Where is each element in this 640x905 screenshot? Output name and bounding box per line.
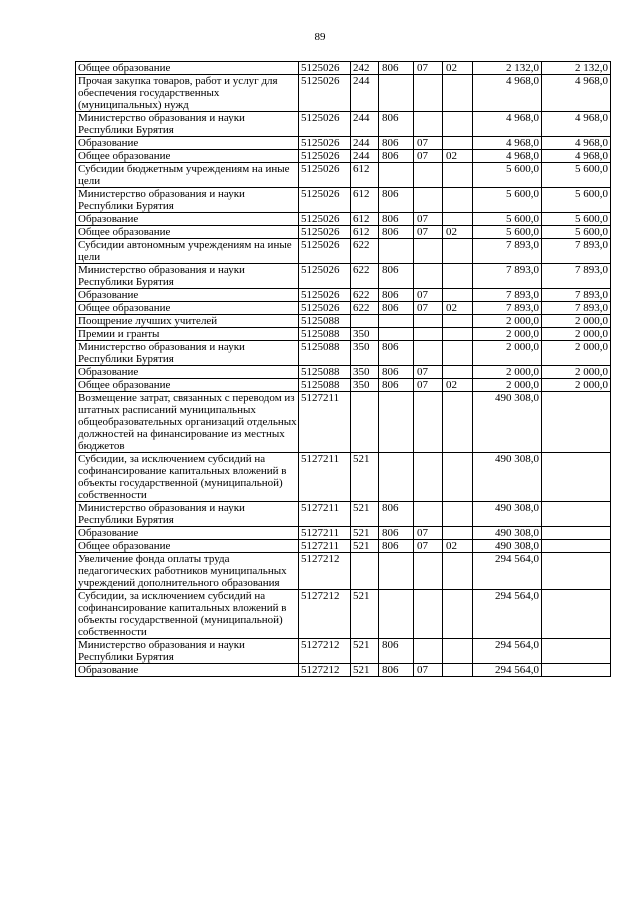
row-grbs [379, 239, 414, 264]
row-pr [443, 453, 473, 502]
row-name: Субсидии автономным учреждениям на иные цели [76, 239, 299, 264]
table-row [76, 366, 611, 379]
row-amount-2: 2 000,0 [542, 379, 611, 392]
row-rz [414, 239, 443, 264]
row-name: Образование [76, 664, 299, 677]
row-pr [443, 527, 473, 540]
row-amount-1: 2 000,0 [473, 315, 542, 328]
row-csr: 5125026 [299, 75, 351, 112]
table-row [76, 341, 611, 366]
row-pr [443, 289, 473, 302]
row-name: Образование [76, 213, 299, 226]
row-csr: 5125026 [299, 302, 351, 315]
row-amount-1: 4 968,0 [473, 137, 542, 150]
row-name: Субсидии бюджетным учреждениям на иные цели [76, 163, 299, 188]
row-vr: 612 [351, 188, 379, 213]
row-vr: 521 [351, 527, 379, 540]
row-pr [443, 112, 473, 137]
row-pr [443, 664, 473, 677]
row-amount-1: 490 308,0 [473, 453, 542, 502]
row-amount-1: 294 564,0 [473, 664, 542, 677]
table-row [76, 315, 611, 328]
row-name: Общее образование [76, 302, 299, 315]
row-vr: 612 [351, 226, 379, 239]
table-row [76, 264, 611, 289]
row-csr: 5125026 [299, 150, 351, 163]
row-name: Министерство образования и науки Республики Бурятия [76, 502, 299, 527]
row-vr: 244 [351, 137, 379, 150]
row-rz: 07 [414, 366, 443, 379]
row-rz: 07 [414, 213, 443, 226]
row-amount-1: 7 893,0 [473, 264, 542, 289]
row-amount-2: 2 000,0 [542, 341, 611, 366]
row-amount-2: 7 893,0 [542, 289, 611, 302]
row-grbs: 806 [379, 302, 414, 315]
row-rz: 07 [414, 302, 443, 315]
table-row [76, 112, 611, 137]
table-row [76, 664, 611, 677]
table-row [76, 502, 611, 527]
row-name: Премии и гранты [76, 328, 299, 341]
row-csr: 5125026 [299, 62, 351, 75]
row-pr [443, 590, 473, 639]
row-csr: 5125026 [299, 289, 351, 302]
row-grbs: 806 [379, 289, 414, 302]
row-vr: 350 [351, 341, 379, 366]
row-rz [414, 112, 443, 137]
row-amount-2: 5 600,0 [542, 226, 611, 239]
row-amount-1: 490 308,0 [473, 502, 542, 527]
row-rz [414, 328, 443, 341]
row-name: Увеличение фонда оплаты труда педагогических работников муниципальных учреждений дополнительного образования [76, 553, 299, 590]
row-csr: 5125026 [299, 213, 351, 226]
row-amount-2 [542, 540, 611, 553]
row-amount-2: 2 132,0 [542, 62, 611, 75]
row-name: Образование [76, 366, 299, 379]
row-amount-1: 7 893,0 [473, 302, 542, 315]
row-name: Прочая закупка товаров, работ и услуг для обеспечения государственных (муниципальных) нужд [76, 75, 299, 112]
row-csr: 5125026 [299, 163, 351, 188]
row-amount-2: 4 968,0 [542, 137, 611, 150]
table-row [76, 163, 611, 188]
row-pr [443, 213, 473, 226]
row-amount-1: 294 564,0 [473, 639, 542, 664]
row-vr: 612 [351, 163, 379, 188]
row-csr: 5125026 [299, 239, 351, 264]
row-pr [443, 163, 473, 188]
row-amount-1: 2 000,0 [473, 366, 542, 379]
row-name: Образование [76, 137, 299, 150]
row-amount-2 [542, 553, 611, 590]
table-row [76, 553, 611, 590]
row-rz: 07 [414, 150, 443, 163]
row-grbs [379, 453, 414, 502]
row-rz: 07 [414, 379, 443, 392]
row-rz [414, 264, 443, 289]
row-csr: 5127212 [299, 639, 351, 664]
row-rz: 07 [414, 540, 443, 553]
row-rz [414, 163, 443, 188]
row-vr: 622 [351, 289, 379, 302]
table-row [76, 62, 611, 75]
row-name: Субсидии, за исключением субсидий на софинансирование капитальных вложений в объекты государственной (муниципальной) собственности [76, 453, 299, 502]
table-row [76, 392, 611, 453]
row-vr: 521 [351, 639, 379, 664]
row-grbs: 806 [379, 226, 414, 239]
row-amount-1: 5 600,0 [473, 163, 542, 188]
row-amount-1: 490 308,0 [473, 527, 542, 540]
row-csr: 5125026 [299, 188, 351, 213]
row-name: Образование [76, 289, 299, 302]
row-rz: 07 [414, 664, 443, 677]
table-row [76, 540, 611, 553]
row-vr: 622 [351, 302, 379, 315]
row-amount-2: 5 600,0 [542, 213, 611, 226]
row-pr [443, 341, 473, 366]
row-amount-1: 7 893,0 [473, 289, 542, 302]
row-csr: 5125088 [299, 341, 351, 366]
row-amount-2: 5 600,0 [542, 163, 611, 188]
row-grbs: 806 [379, 213, 414, 226]
row-grbs: 806 [379, 150, 414, 163]
row-amount-1: 4 968,0 [473, 112, 542, 137]
row-rz: 07 [414, 137, 443, 150]
row-amount-1: 294 564,0 [473, 553, 542, 590]
row-amount-2: 4 968,0 [542, 75, 611, 112]
row-amount-1: 5 600,0 [473, 213, 542, 226]
row-grbs [379, 392, 414, 453]
row-csr: 5125026 [299, 264, 351, 289]
row-pr [443, 239, 473, 264]
row-csr: 5125088 [299, 366, 351, 379]
row-name: Общее образование [76, 379, 299, 392]
row-amount-1: 2 132,0 [473, 62, 542, 75]
row-rz: 07 [414, 527, 443, 540]
row-csr: 5125026 [299, 112, 351, 137]
table-row [76, 379, 611, 392]
row-grbs: 806 [379, 341, 414, 366]
row-rz [414, 502, 443, 527]
row-csr: 5127211 [299, 392, 351, 453]
row-name: Министерство образования и науки Республики Бурятия [76, 341, 299, 366]
row-csr: 5127211 [299, 502, 351, 527]
row-amount-1: 2 000,0 [473, 341, 542, 366]
row-pr [443, 75, 473, 112]
row-amount-2 [542, 392, 611, 453]
row-amount-1: 2 000,0 [473, 379, 542, 392]
row-amount-1: 5 600,0 [473, 226, 542, 239]
row-amount-2: 7 893,0 [542, 239, 611, 264]
row-grbs: 806 [379, 264, 414, 289]
budget-table [75, 61, 611, 677]
row-csr: 5125026 [299, 137, 351, 150]
row-name: Общее образование [76, 62, 299, 75]
row-vr: 521 [351, 502, 379, 527]
row-rz [414, 341, 443, 366]
row-grbs: 806 [379, 540, 414, 553]
row-vr: 521 [351, 540, 379, 553]
row-name: Общее образование [76, 540, 299, 553]
row-csr: 5127211 [299, 527, 351, 540]
row-grbs [379, 315, 414, 328]
table-row [76, 302, 611, 315]
row-vr: 244 [351, 150, 379, 163]
row-pr [443, 315, 473, 328]
row-pr: 02 [443, 62, 473, 75]
row-amount-2 [542, 502, 611, 527]
row-name: Возмещение затрат, связанных с переводом из штатных расписаний муниципальных общеобразовательных организаций отдельных должностей на финансирование из местных бюджетов [76, 392, 299, 453]
row-pr: 02 [443, 540, 473, 553]
row-rz [414, 553, 443, 590]
row-csr: 5125026 [299, 226, 351, 239]
row-amount-2 [542, 639, 611, 664]
row-grbs: 806 [379, 366, 414, 379]
row-csr: 5125088 [299, 315, 351, 328]
table-row [76, 188, 611, 213]
row-csr: 5127212 [299, 590, 351, 639]
row-grbs: 806 [379, 639, 414, 664]
row-amount-2: 2 000,0 [542, 328, 611, 341]
row-csr: 5127211 [299, 540, 351, 553]
row-vr [351, 315, 379, 328]
row-grbs: 806 [379, 502, 414, 527]
row-pr [443, 264, 473, 289]
row-pr: 02 [443, 302, 473, 315]
row-amount-1: 4 968,0 [473, 150, 542, 163]
row-grbs: 806 [379, 62, 414, 75]
table-row [76, 150, 611, 163]
row-rz: 07 [414, 289, 443, 302]
row-amount-2 [542, 664, 611, 677]
row-vr: 622 [351, 239, 379, 264]
row-csr: 5127211 [299, 453, 351, 502]
row-name: Министерство образования и науки Республики Бурятия [76, 639, 299, 664]
table-row [76, 137, 611, 150]
row-amount-1: 490 308,0 [473, 540, 542, 553]
row-name: Министерство образования и науки Республики Бурятия [76, 112, 299, 137]
row-amount-2: 5 600,0 [542, 188, 611, 213]
row-pr [443, 366, 473, 379]
row-amount-1: 7 893,0 [473, 239, 542, 264]
row-amount-2 [542, 527, 611, 540]
row-rz [414, 639, 443, 664]
row-name: Образование [76, 527, 299, 540]
table-row [76, 527, 611, 540]
row-pr [443, 328, 473, 341]
row-rz [414, 453, 443, 502]
row-amount-2 [542, 453, 611, 502]
row-pr: 02 [443, 150, 473, 163]
row-vr: 244 [351, 112, 379, 137]
row-grbs [379, 75, 414, 112]
row-amount-2 [542, 590, 611, 639]
row-vr: 244 [351, 75, 379, 112]
row-rz [414, 392, 443, 453]
row-pr: 02 [443, 226, 473, 239]
row-vr: 622 [351, 264, 379, 289]
row-pr [443, 553, 473, 590]
row-amount-2: 2 000,0 [542, 315, 611, 328]
row-vr: 242 [351, 62, 379, 75]
row-csr: 5125088 [299, 328, 351, 341]
row-vr: 612 [351, 213, 379, 226]
row-vr: 521 [351, 453, 379, 502]
table-row [76, 75, 611, 112]
row-name: Субсидии, за исключением субсидий на софинансирование капитальных вложений в объекты государственной (муниципальной) собственности [76, 590, 299, 639]
row-grbs: 806 [379, 664, 414, 677]
row-amount-2: 7 893,0 [542, 302, 611, 315]
row-name: Общее образование [76, 226, 299, 239]
table-row [76, 590, 611, 639]
row-amount-2: 2 000,0 [542, 366, 611, 379]
row-grbs [379, 328, 414, 341]
row-name: Министерство образования и науки Республики Бурятия [76, 188, 299, 213]
table-row [76, 226, 611, 239]
row-amount-1: 2 000,0 [473, 328, 542, 341]
row-amount-1: 490 308,0 [473, 392, 542, 453]
row-vr: 521 [351, 590, 379, 639]
row-csr: 5125088 [299, 379, 351, 392]
row-amount-2: 7 893,0 [542, 264, 611, 289]
row-pr: 02 [443, 379, 473, 392]
table-row [76, 453, 611, 502]
row-rz: 07 [414, 226, 443, 239]
row-pr [443, 137, 473, 150]
row-csr: 5127212 [299, 664, 351, 677]
row-rz: 07 [414, 62, 443, 75]
row-amount-2: 4 968,0 [542, 112, 611, 137]
row-name: Министерство образования и науки Республики Бурятия [76, 264, 299, 289]
row-name: Поощрение лучших учителей [76, 315, 299, 328]
row-rz [414, 590, 443, 639]
row-grbs [379, 590, 414, 639]
row-grbs: 806 [379, 112, 414, 137]
page-number: 89 [314, 31, 326, 43]
row-vr: 350 [351, 366, 379, 379]
row-amount-1: 4 968,0 [473, 75, 542, 112]
row-grbs [379, 163, 414, 188]
table-row [76, 328, 611, 341]
row-name: Общее образование [76, 150, 299, 163]
row-grbs: 806 [379, 188, 414, 213]
table-row [76, 639, 611, 664]
table-row [76, 289, 611, 302]
row-amount-1: 294 564,0 [473, 590, 542, 639]
row-pr [443, 188, 473, 213]
row-amount-1: 5 600,0 [473, 188, 542, 213]
row-rz [414, 188, 443, 213]
row-rz [414, 75, 443, 112]
row-rz [414, 315, 443, 328]
row-vr [351, 392, 379, 453]
row-vr: 521 [351, 664, 379, 677]
table-row [76, 213, 611, 226]
row-vr: 350 [351, 328, 379, 341]
table-row [76, 239, 611, 264]
row-amount-2: 4 968,0 [542, 150, 611, 163]
row-grbs [379, 553, 414, 590]
row-vr: 350 [351, 379, 379, 392]
row-grbs: 806 [379, 379, 414, 392]
row-csr: 5127212 [299, 553, 351, 590]
row-pr [443, 639, 473, 664]
row-vr [351, 553, 379, 590]
row-grbs: 806 [379, 527, 414, 540]
row-pr [443, 392, 473, 453]
row-grbs: 806 [379, 137, 414, 150]
row-pr [443, 502, 473, 527]
